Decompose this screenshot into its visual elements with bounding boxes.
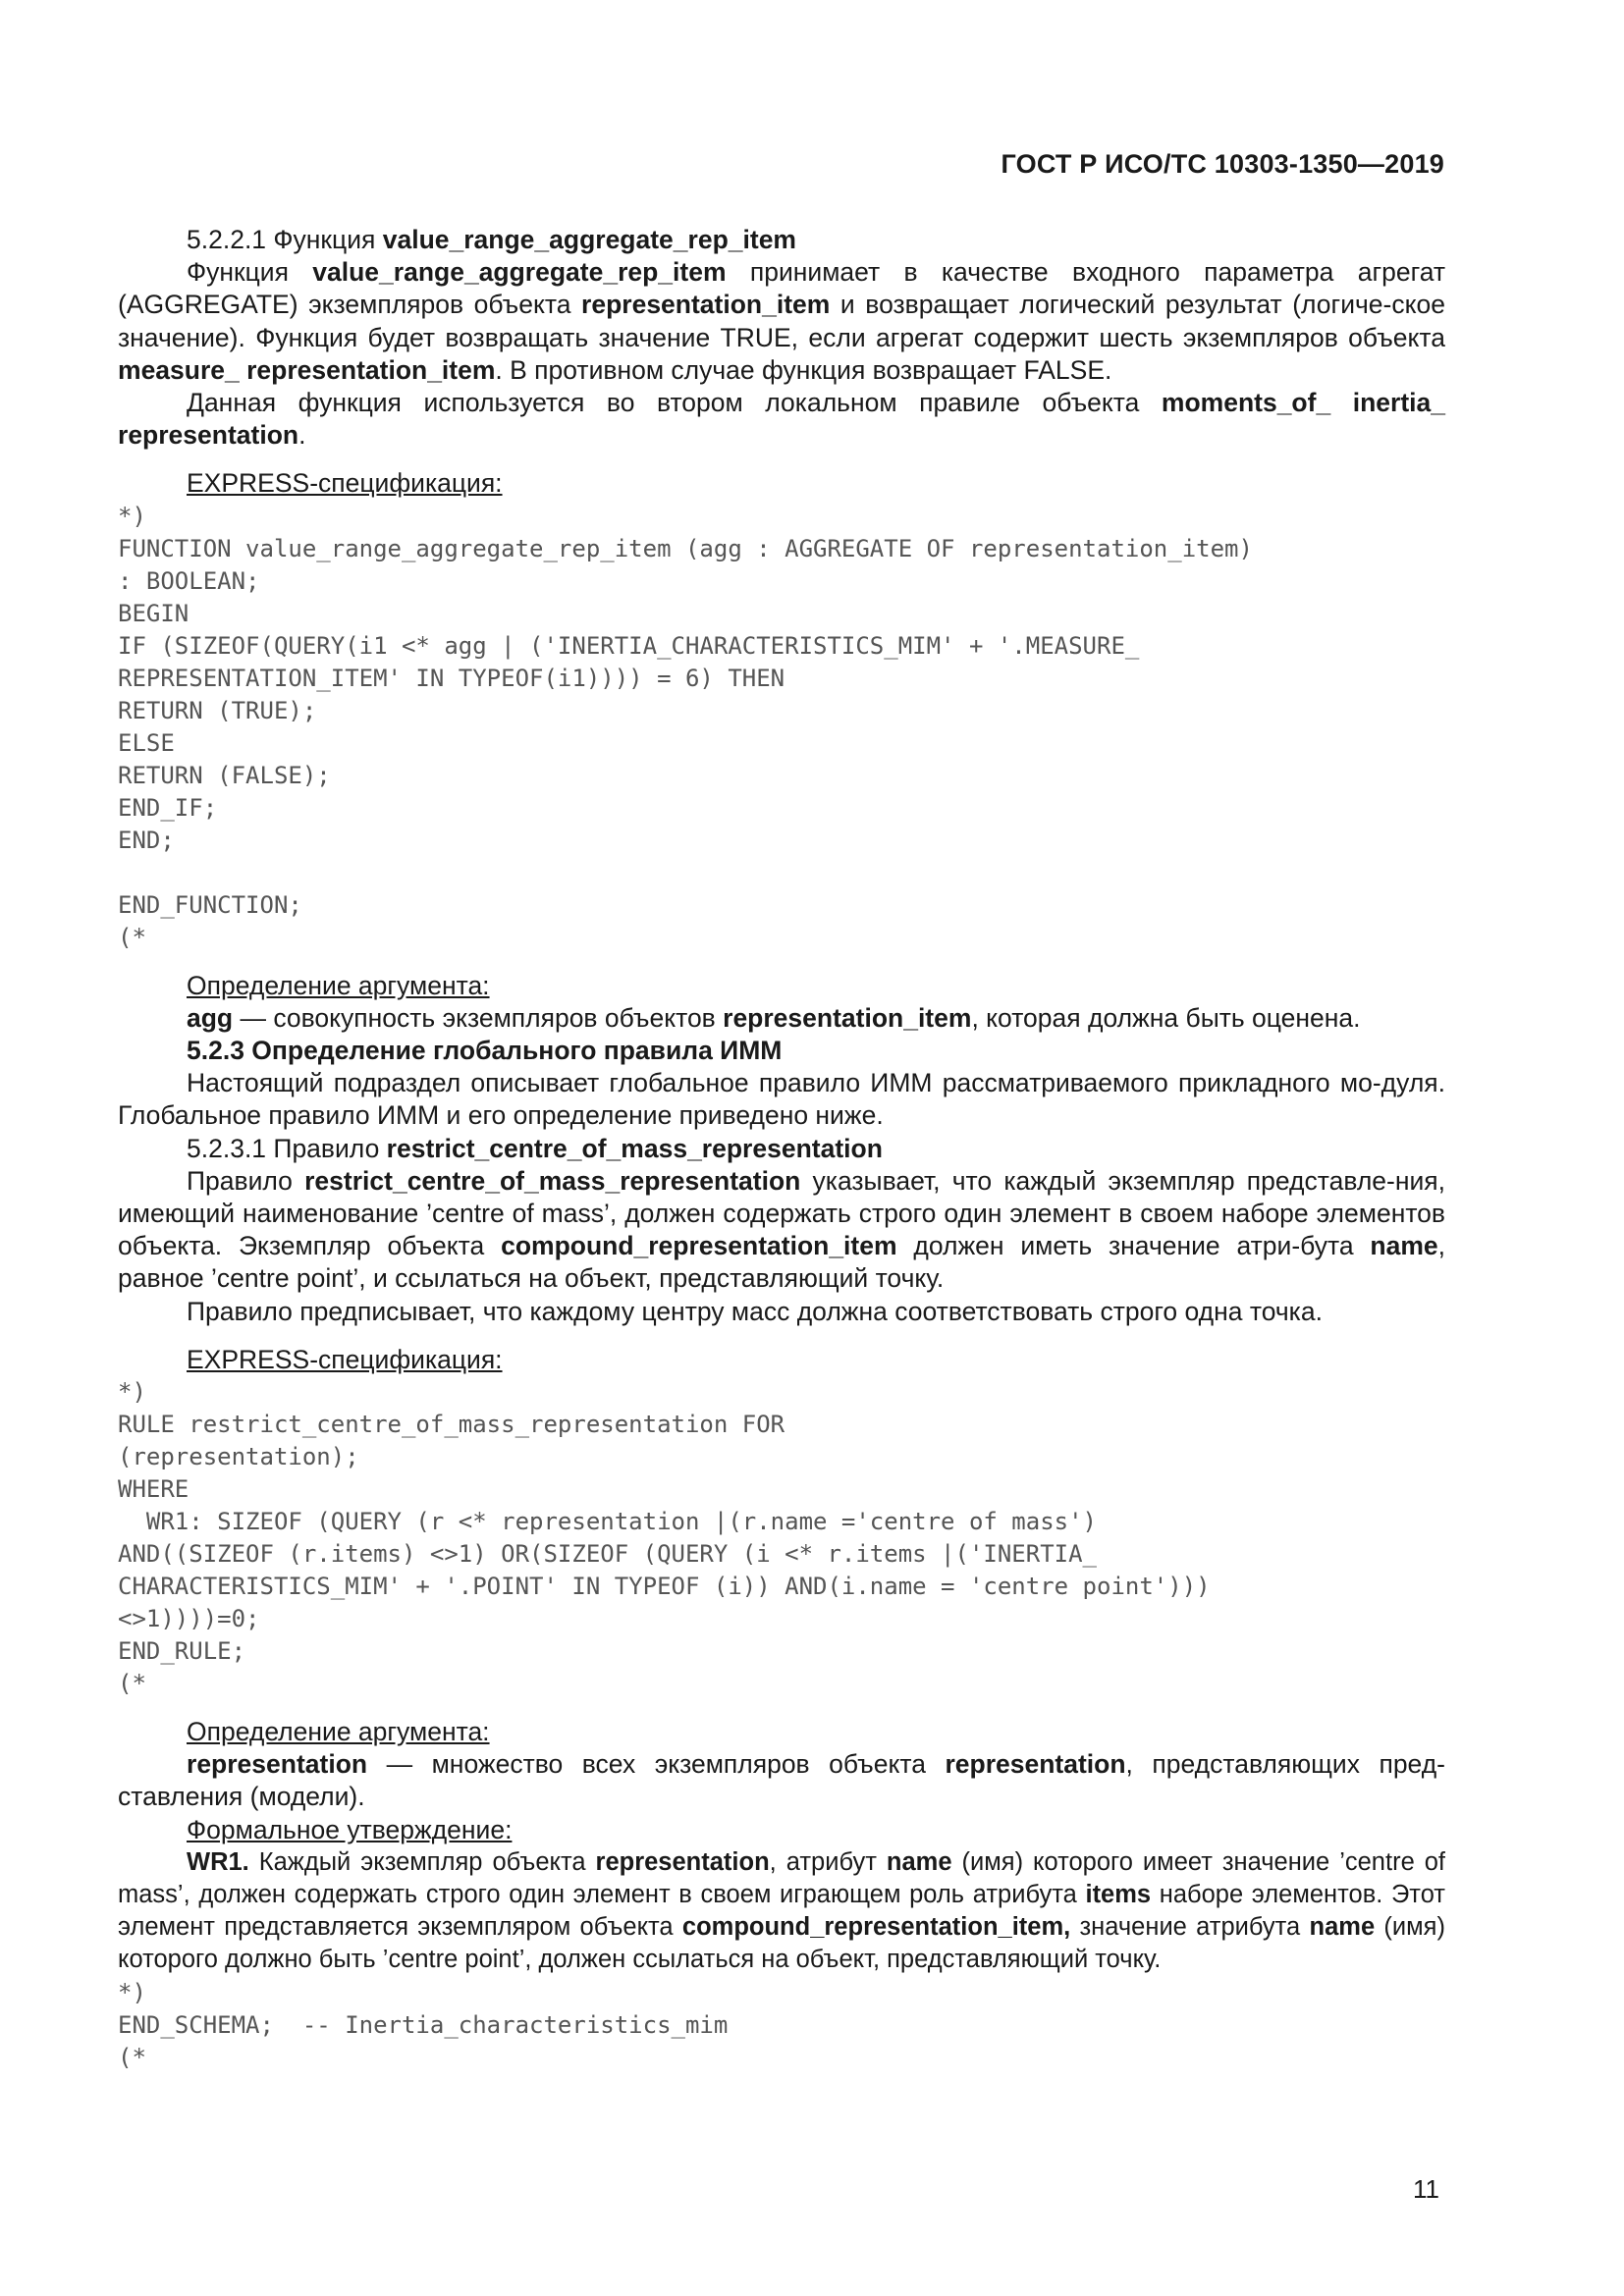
section-heading-5-2-2-1: 5.2.2.1 Функция value_range_aggregate_rep_item xyxy=(187,225,796,254)
express-label: EXPRESS-спецификация: xyxy=(187,1344,503,1374)
section-heading-5-2-3-1: 5.2.3.1 Правило restrict_centre_of_mass_representation xyxy=(187,1133,883,1163)
paragraph: Данная функция используется во втором локальном правиле объекта moments_of_ inertia_ representation. xyxy=(118,388,1445,451)
paragraph: Функция value_range_aggregate_rep_item принимает в качестве входного параметра агрегат (AGGREGATE) экземпляров объекта representation_item и возвращает логический результат (логиче-ское значение). Функция будет возвращать значение TRUE, если агрегат содержит шесть экземпляров объекта measure_ representation_item. В противном случае функция возвращает FALSE. xyxy=(118,257,1445,385)
document-header-id: ГОСТ Р ИСО/ТС 10303-1350—2019 xyxy=(1001,149,1444,179)
paragraph: Настоящий подраздел описывает глобальное правило ИММ рассматриваемого прикладного мо-дуля. Глобальное правило ИММ и его определение приведено ниже. xyxy=(118,1068,1445,1131)
formal-statement-label: Формальное утверждение: xyxy=(187,1814,513,1844)
argument-definition: representation — множество всех экземпляров объекта representation, представляющих пред-ставления (модели). xyxy=(118,1749,1445,1812)
formal-statement: WR1. Каждый экземпляр объекта representation, атрибут name (имя) которого имеет значение ’centre of mass’, должен содержать строго один элемент в своем играющем роль атрибута items наборе элементов. Этот элемент представляется экземпляром объекта compound_representation_item, значение атрибута name (имя) которого должно быть ’centre point’, должен ссылаться на объект, представляющий точку. xyxy=(118,1847,1445,1974)
page-content xyxy=(118,224,1445,2074)
paragraph: Правило restrict_centre_of_mass_representation указывает, что каждый экземпляр представле-ния, имеющий наименование ’centre of mass’, должен содержать строго один элемент в своем наборе элементов объекта. Экземпляр объекта compound_representation_item должен иметь значение атри-бута name, равное ’centre point’, и ссылаться на объект, представляющий точку. xyxy=(118,1165,1445,1294)
express-label: EXPRESS-спецификация: xyxy=(187,468,503,499)
express-code-function: *) FUNCTION value_range_aggregate_rep_item (agg : AGGREGATE OF representation_item) : BOOLEAN; BEGIN IF (SIZEOF(QUERY(i1 <* agg | ('INERTIA_CHARACTERISTICS_MIM' + '.MEASURE_ REPRESENTATION_ITEM' IN TYPEOF(i1)))) = 6) THEN RETURN (TRUE); ELSE RETURN (FALSE); END_IF; END; END_FUNCTION; (* xyxy=(118,502,1253,951)
page-number: 11 xyxy=(1413,2174,1439,2204)
argument-label: Определение аргумента: xyxy=(187,970,490,1000)
argument-label: Определение аргумента: xyxy=(187,1717,490,1747)
express-code-rule: *) RULE restrict_centre_of_mass_representation FOR (representation); WHERE WR1: SIZEOF (QUERY (r <* representation |(r.name ='centre of mass') AND((SIZEOF (r.items) <>1) OR(SIZEOF (QUERY (i <* r.items |('INERTIA_ CHARACTERISTICS_MIM' + '.POINT' IN TYPEOF (i)) AND(i.name = 'centre point'))) <>1))))=0; END_RULE; (* xyxy=(118,1378,1211,1698)
paragraph: Правило предписывает, что каждому центру масс должна соответствовать строго одна точка. xyxy=(187,1296,1323,1326)
express-code-end-schema: *) END_SCHEMA; -- Inertia_characteristics_mim (* xyxy=(118,1978,729,2071)
section-heading-5-2-3: 5.2.3 Определение глобального правила ИММ xyxy=(187,1036,783,1066)
argument-definition: agg — совокупность экземпляров объектов representation_item, которая должна быть оценена. xyxy=(187,1002,1361,1033)
